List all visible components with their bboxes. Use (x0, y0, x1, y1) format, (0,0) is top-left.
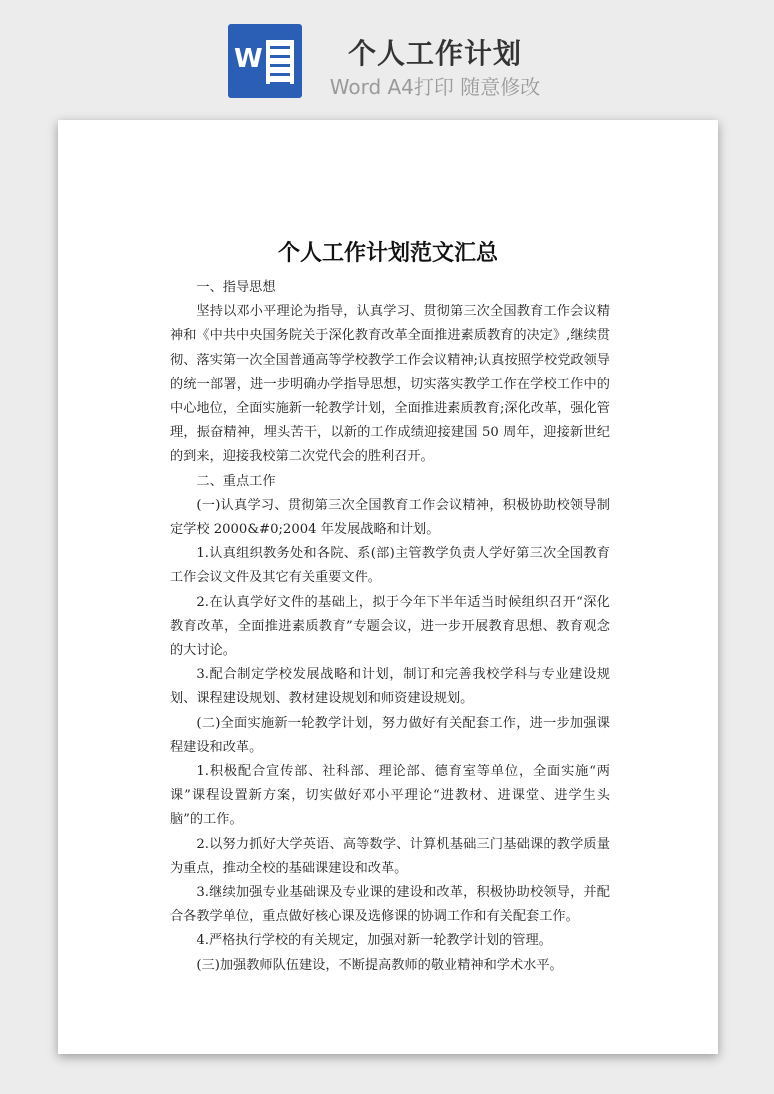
paragraph: 3.配合制定学校发展战略和计划，制订和完善我校学科与专业建设规划、课程建设规划、教材建设规划和师资建设规划。 (170, 667, 610, 707)
banner-title: 个人工作计划 (347, 37, 522, 70)
paragraph: 1.积极配合宣传部、社科部、理论部、德育室等单位，全面实施“两课”课程设置新方案，切实做好邓小平理论“进教材、进课堂、进学生头脑”的工作。 (170, 764, 610, 828)
paragraph: 3.继续加强专业基础课及专业课的建设和改革，积极协助校领导，并配合各教学单位，重点做好核心课及选修课的协调工作和有关配套工作。 (170, 885, 610, 925)
paragraph: 4.严格执行学校的有关规定，加强对新一轮教学计划的管理。 (196, 933, 552, 949)
word-icon-page (266, 40, 294, 84)
paragraph: 2.以努力抓好大学英语、高等数学、计算机基础三门基础课的教学质量为重点，推动全校的基础课建设和改革。 (170, 836, 610, 876)
document-title: 个人工作计划范文汇总 (277, 240, 498, 266)
banner-subtitle: Word A4打印 随意修改 (329, 75, 541, 99)
word-doc-icon (228, 24, 302, 98)
paragraph: (二)全面实施新一轮教学计划，努力做好有关配套工作，进一步加强课程建设和改革。 (170, 715, 610, 755)
paragraph: 坚持以邓小平理论为指导，认真学习、贯彻第三次全国教育工作会议精神和《中共中央国务院关于深化教育改革全面推进素质教育的决定》,继续贯彻、落实第一次全国普通高等学校教学工作会议精神;认真按照学校党政领导的统一部署，进一步明确办学指导思想，切实落实教学工作在学校工作中的中心地位，全面实施新一轮教学计划，全面推进素质教育;深化改革，强化管理，振奋精神，埋头苦干，以新的工作成绩迎接建国 50 周年，迎接新世纪的到来，迎接我校第二次党代会的胜利召开。 (170, 304, 610, 465)
banner (0, 0, 774, 118)
section-heading: 二、重点工作 (196, 473, 276, 489)
word-icon-letter: W (234, 44, 263, 74)
paragraph: (一)认真学习、贯彻第三次全国教育工作会议精神，积极协助校领导制定学校 2000&#0;2004 年发展战略和计划。 (170, 497, 610, 538)
section-heading: 一、指导思想 (196, 280, 276, 295)
paragraph: (三)加强教师队伍建设，不断提高教师的敬业精神和学术水平。 (196, 957, 563, 973)
document-body (170, 276, 610, 978)
paragraph: 1.认真组织教务处和各院、系(部)主管教学负责人学好第三次全国教育工作会议文件及其它有关重要文件。 (170, 546, 610, 586)
paragraph: 2.在认真学好文件的基础上，拟于今年下半年适当时候组织召开“深化教育改革，全面推进素质教育”专题会议，进一步开展教育思想、教育观念的大讨论。 (170, 594, 610, 659)
document-page (58, 120, 718, 1054)
